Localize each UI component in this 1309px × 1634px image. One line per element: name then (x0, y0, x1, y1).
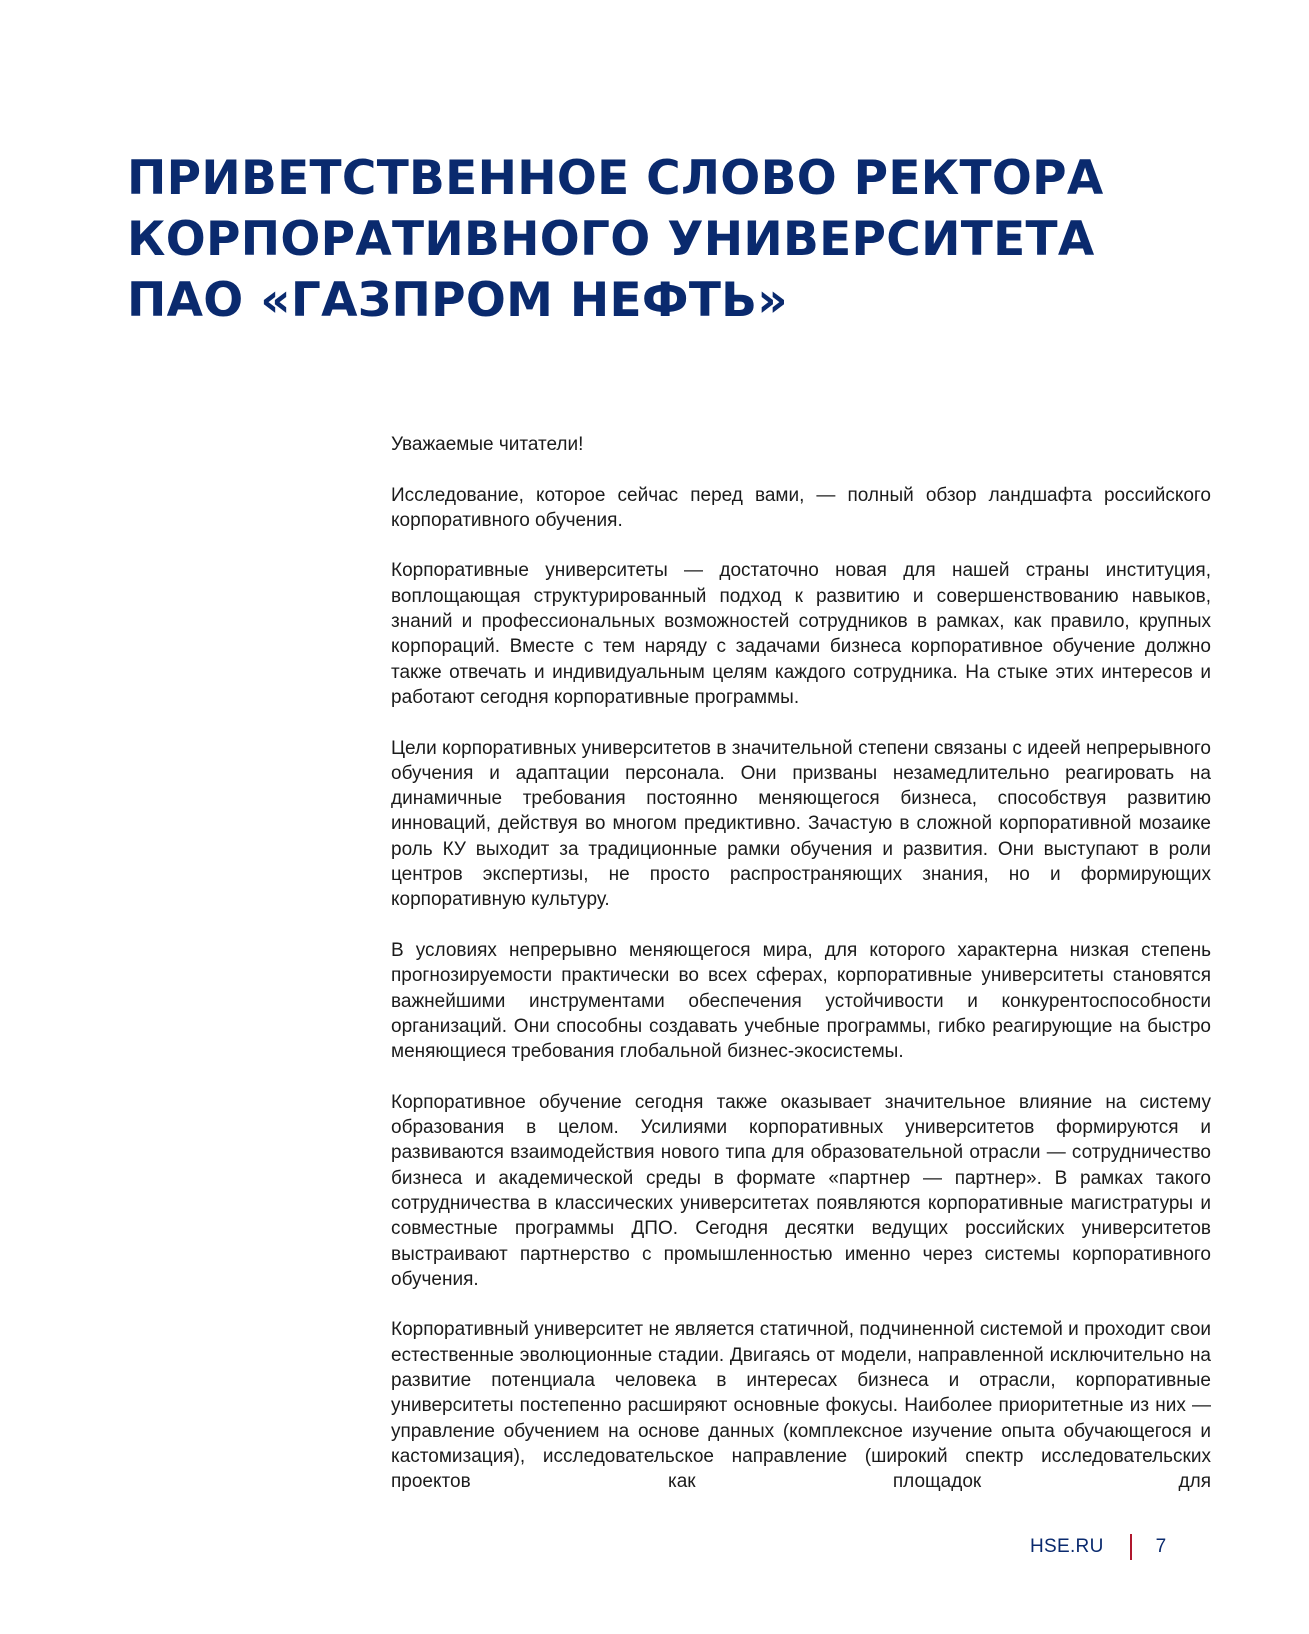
page-number: 7 (1155, 1536, 1167, 1557)
paragraph-3: Цели корпоративных университетов в значительной степени связаны с идеей непрерывного обучения и адаптации персонала. Они призваны незамедлительно реагировать на динамичные требования постоянно меняющегося бизнеса, способствуя развитию инноваций, действуя во многом предиктивно. Зачастую в сложной корпоративной мозаике роль КУ выходит за традиционные рамки обучения и развития. Они выступают в роли центров экспертизы, не просто распространяющих знания, но и формирующих корпоративную культуру. (391, 737, 1211, 911)
article-body (391, 432, 1211, 1494)
paragraph-4: В условиях непрерывно меняющегося мира, для которого характерна низкая степень прогнозируемости практически во всех сферах, корпоративные университеты становятся важнейшими инструментами обеспечения устойчивости и конкурентоспособности организаций. Они способны создавать учебные программы, гибко реагирующие на быстро меняющиеся требования глобальной бизнес-экосистемы. (391, 939, 1211, 1063)
greeting: Уважаемые читатели! (391, 434, 584, 455)
paragraph-2: Корпоративные университеты — достаточно новая для нашей страны институция, воплощающая структурированный подход к развитию и совершенствованию навыков, знаний и профессиональных возможностей сотрудников в рамках, как правило, крупных корпораций. Вместе с тем наряду с задачами бизнеса корпоративное обучение должно также отвечать и индивидуальным целям каждого сотрудника. На стыке этих интересов и работают сегодня корпоративные программы. (391, 560, 1211, 708)
page-title-line-1: ПРИВЕТСТВЕННОЕ СЛОВО РЕКТОРА (127, 151, 1104, 206)
paragraph-5: Корпоративное обучение сегодня также оказывает значительное влияние на систему образования в целом. Усилиями корпоративных университетов формируются и развиваются взаимодействия нового типа для образовательной отрасли — сотрудничество бизнеса и академической среды в формате «партнер — партнер». В рамках такого сотрудничества в классических университетах появляются корпоративные магистратуры и совместные программы ДПО. Сегодня десятки ведущих российских университетов выстраивают партнерство с промышленностью именно через системы корпоративного обучения. (391, 1091, 1211, 1290)
paragraph-6: Корпоративный университет не является статичной, подчиненной системой и проходит свои естественные эволюционные стадии. Двигаясь от модели, направленной исключительно на развитие потенциала человека в интересах бизнеса и отрасли, корпоративные университеты постепенно расширяют основные фокусы. Наиболее приоритетные из них — управление обучением на основе данных (комплексное изучение опыта обучающегося и кастомизация), исследовательское направление (широкий спектр исследовательских проектов как площадок для (391, 1319, 1211, 1493)
paragraph-1: Исследование, которое сейчас перед вами, — полный обзор ландшафта российского корпоративного обучения. (391, 484, 1211, 531)
site-link[interactable]: HSE.RU (1030, 1536, 1104, 1557)
page-footer (1030, 1532, 1166, 1562)
footer-divider (1130, 1534, 1132, 1560)
page-title (127, 148, 1104, 331)
page-title-line-2: КОРПОРАТИВНОГО УНИВЕРСИТЕТА (127, 212, 1095, 267)
page-title-line-3: ПАО «ГАЗПРОМ НЕФТЬ» (127, 273, 788, 328)
